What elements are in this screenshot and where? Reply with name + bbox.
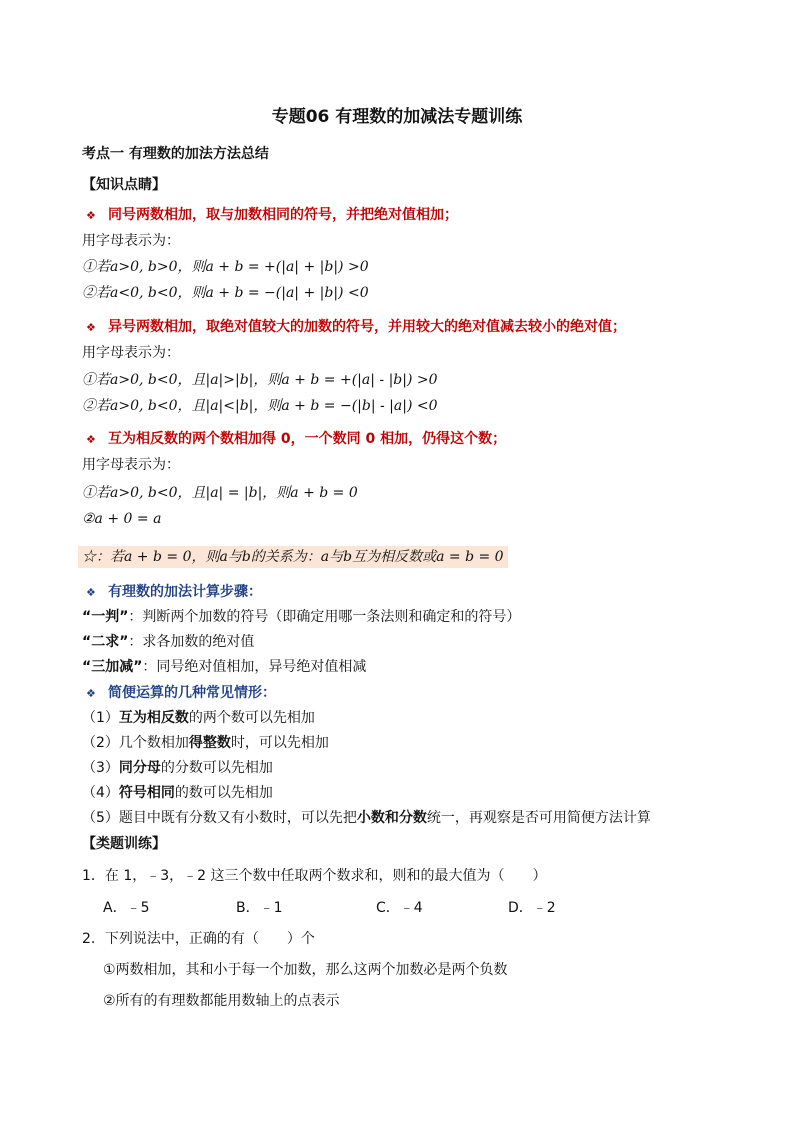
steps-heading: [82, 583, 262, 602]
rule-2-text: 异号两数相加，取绝对值较大的加数的符号，并用较大的绝对值减去较小的绝对值；: [108, 319, 626, 335]
expression-label: 用字母表示为：: [82, 233, 180, 249]
s5-bold: 小数和分数: [356, 810, 427, 826]
rule-1-case-1: ①若a>0, b>0，则a + b = +(|a| + |b|) >0: [82, 259, 369, 275]
rule-3-case-1: ①若a>0, b<0，且|a| = |b|，则a + b = 0: [82, 485, 358, 501]
step-1: [82, 608, 520, 626]
question-1: 1．在 1，﹣3，﹣2 这三个数中任取两个数求和，则和的最大值为（ ）: [82, 868, 547, 884]
star-note: [82, 548, 508, 566]
rule-2-case-2: ②若a>0, b<0，且|a|<|b|，则a + b = −(|b| - |a|) <0: [82, 398, 438, 414]
rule-2: [82, 318, 626, 337]
diamond-bullet-icon: ❖: [86, 209, 96, 222]
s4-pre: （4）: [82, 785, 119, 801]
expression-label: 用字母表示为：: [82, 345, 180, 361]
step-1-text: ：判断两个加数的符号（即确定用哪一条法则和确定和的符号）: [128, 609, 521, 625]
question-1-option-d: D．﹣2: [508, 900, 556, 916]
page-title: 专题06 有理数的加减法专题训练: [271, 107, 523, 127]
section-heading: 考点一 有理数的加法方法总结: [82, 146, 269, 162]
diamond-bullet-icon: ❖: [86, 321, 96, 334]
knowledge-header: 【知识点睛】: [82, 177, 166, 193]
s5-post: 统一，再观察是否可用简便方法计算: [426, 810, 651, 826]
s2-bold: 得整数: [188, 735, 231, 751]
rule-2-case-1: ①若a>0, b<0，且|a|>|b|，则a + b = +(|a| - |b|) >0: [82, 372, 438, 388]
s1-pre: （1）: [82, 710, 119, 726]
s3-bold: 同分母: [118, 760, 161, 776]
step-1-key: “一判”: [82, 609, 129, 625]
question-2-statement-2: ②所有的有理数都能用数轴上的点表示: [103, 993, 340, 1009]
star-note-text: ☆：若a + b = 0，则a与b的关系为：a与b互为相反数或a = b = 0: [78, 546, 508, 568]
rule-3-text: 互为相反数的两个数相加得 0，一个数同 0 相加，仍得这个数；: [108, 431, 507, 447]
s1-post: 的两个数可以先相加: [188, 710, 315, 726]
rule-1-text: 同号两数相加，取与加数相同的符号，并把绝对值相加；: [108, 207, 458, 223]
step-3: [82, 658, 366, 676]
step-2-key: “二求”: [82, 634, 129, 650]
s3-post: 的分数可以先相加: [160, 760, 273, 776]
question-1-option-c: C．﹣4: [376, 900, 423, 916]
question-1-option-a: A．﹣5: [103, 900, 150, 916]
practice-header: 【类题训练】: [82, 836, 166, 852]
question-1-option-b: B．﹣1: [236, 900, 283, 916]
simple-item-3: [82, 759, 273, 777]
diamond-bullet-icon: ❖: [86, 687, 96, 700]
simple-item-1: [82, 709, 315, 727]
diamond-bullet-icon: ❖: [86, 433, 96, 446]
step-2: [82, 633, 254, 651]
question-2: 2．下列说法中，正确的有（ ）个: [82, 931, 315, 947]
steps-title: 有理数的加法计算步骤：: [108, 584, 262, 600]
s4-bold: 符号相同: [118, 785, 175, 801]
diamond-bullet-icon: ❖: [86, 586, 96, 599]
step-2-text: ：求各加数的绝对值: [128, 634, 255, 650]
s4-post: 的数可以先相加: [174, 785, 273, 801]
question-2-statement-1: ①两数相加，其和小于每一个加数，那么这两个加数必是两个负数: [103, 962, 508, 978]
step-3-text: ：同号绝对值相加，异号绝对值相减: [142, 659, 367, 675]
s2-post: 时，可以先相加: [230, 735, 329, 751]
rule-1: [82, 206, 458, 225]
simple-item-4: [82, 784, 273, 802]
simple-heading: [82, 684, 276, 703]
s1-bold: 互为相反数: [118, 710, 189, 726]
step-3-key: “三加减”: [82, 659, 143, 675]
s3-pre: （3）: [82, 760, 119, 776]
rule-3-case-2: ②a + 0 = a: [82, 511, 162, 527]
s2-pre: （2）几个数相加: [82, 735, 189, 751]
simple-item-2: [82, 734, 329, 752]
rule-1-case-2: ②若a<0, b<0，则a + b = −(|a| + |b|) <0: [82, 285, 369, 301]
s5-pre: （5）题目中既有分数又有小数时，可以先把: [82, 810, 357, 826]
expression-label: 用字母表示为：: [82, 457, 180, 473]
simple-item-5: [82, 809, 651, 827]
simple-title: 简便运算的几种常见情形：: [108, 685, 276, 701]
rule-3: [82, 430, 506, 449]
